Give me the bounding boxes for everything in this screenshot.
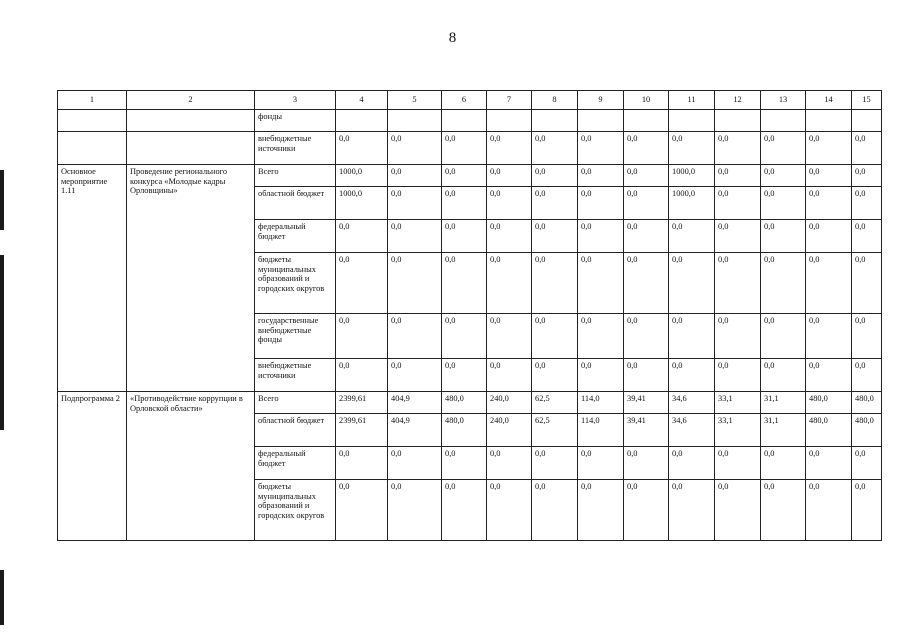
value-cell — [388, 110, 442, 132]
value-cell: 0,0 — [532, 480, 578, 541]
value-cell: 0,0 — [761, 480, 806, 541]
scan-margin-mark — [0, 255, 4, 430]
value-cell: 0,0 — [578, 253, 624, 314]
value-cell: 480,0 — [806, 414, 852, 447]
value-cell: 0,0 — [852, 314, 882, 359]
value-cell: 0,0 — [852, 480, 882, 541]
value-cell — [761, 110, 806, 132]
value-cell: 0,0 — [578, 447, 624, 480]
column-header: 1 — [58, 91, 127, 110]
value-cell: 0,0 — [487, 480, 532, 541]
value-cell: 0,0 — [715, 220, 761, 253]
value-cell: 0,0 — [578, 187, 624, 220]
value-cell: 0,0 — [442, 187, 487, 220]
value-cell: 0,0 — [487, 359, 532, 392]
value-cell: 0,0 — [388, 165, 442, 187]
value-cell: 0,0 — [578, 480, 624, 541]
value-cell: 0,0 — [806, 253, 852, 314]
value-cell: 0,0 — [532, 314, 578, 359]
value-cell: 0,0 — [388, 220, 442, 253]
value-cell — [715, 110, 761, 132]
table-row — [58, 165, 882, 187]
value-cell: 0,0 — [806, 187, 852, 220]
value-cell: 0,0 — [715, 165, 761, 187]
value-cell: 0,0 — [442, 359, 487, 392]
column-header: 14 — [806, 91, 852, 110]
value-cell: 0,0 — [487, 165, 532, 187]
value-cell: 0,0 — [761, 187, 806, 220]
value-cell — [532, 110, 578, 132]
value-cell: 0,0 — [442, 132, 487, 165]
value-cell: 0,0 — [487, 314, 532, 359]
value-cell: 0,0 — [715, 253, 761, 314]
scan-margin-mark — [0, 170, 4, 230]
value-cell: 0,0 — [487, 447, 532, 480]
value-cell — [624, 110, 669, 132]
program-description-cell — [127, 110, 255, 132]
value-cell: 0,0 — [624, 220, 669, 253]
value-cell: 0,0 — [388, 359, 442, 392]
table-row — [58, 110, 882, 132]
value-cell: 0,0 — [806, 132, 852, 165]
value-cell: 404,9 — [388, 414, 442, 447]
value-cell: 0,0 — [336, 220, 388, 253]
value-cell: 0,0 — [388, 447, 442, 480]
column-header: 12 — [715, 91, 761, 110]
funding-source-cell: областной бюджет — [255, 187, 336, 220]
value-cell: 240,0 — [487, 392, 532, 414]
value-cell: 0,0 — [578, 220, 624, 253]
value-cell — [669, 110, 715, 132]
value-cell: 114,0 — [578, 414, 624, 447]
funding-source-cell: государственные внебюджетные фонды — [255, 314, 336, 359]
value-cell: 0,0 — [852, 253, 882, 314]
funding-source-cell: бюджеты муниципальных образований и городских округов — [255, 480, 336, 541]
funding-source-cell: внебюджетные источники — [255, 132, 336, 165]
value-cell: 0,0 — [442, 314, 487, 359]
value-cell: 480,0 — [442, 392, 487, 414]
value-cell: 0,0 — [852, 187, 882, 220]
value-cell: 39,41 — [624, 392, 669, 414]
value-cell: 2399,61 — [336, 414, 388, 447]
value-cell: 0,0 — [532, 132, 578, 165]
value-cell: 0,0 — [852, 132, 882, 165]
value-cell: 0,0 — [806, 220, 852, 253]
value-cell: 1000,0 — [336, 165, 388, 187]
value-cell: 31,1 — [761, 392, 806, 414]
value-cell: 0,0 — [388, 132, 442, 165]
program-name-cell: Подпрограмма 2 — [58, 392, 127, 541]
value-cell: 0,0 — [578, 165, 624, 187]
value-cell: 0,0 — [806, 165, 852, 187]
column-header: 15 — [852, 91, 882, 110]
value-cell: 0,0 — [852, 220, 882, 253]
table-row — [58, 132, 882, 165]
value-cell: 0,0 — [442, 253, 487, 314]
value-cell — [852, 110, 882, 132]
value-cell: 0,0 — [852, 359, 882, 392]
value-cell: 0,0 — [532, 359, 578, 392]
value-cell: 62,5 — [532, 414, 578, 447]
value-cell: 480,0 — [852, 392, 882, 414]
column-header: 6 — [442, 91, 487, 110]
value-cell: 0,0 — [761, 132, 806, 165]
value-cell: 0,0 — [669, 220, 715, 253]
value-cell: 0,0 — [442, 447, 487, 480]
value-cell: 0,0 — [578, 132, 624, 165]
value-cell: 0,0 — [624, 132, 669, 165]
value-cell: 0,0 — [624, 447, 669, 480]
value-cell: 2399,61 — [336, 392, 388, 414]
value-cell: 0,0 — [487, 187, 532, 220]
funding-source-cell: областной бюджет — [255, 414, 336, 447]
value-cell: 480,0 — [806, 392, 852, 414]
value-cell: 0,0 — [669, 447, 715, 480]
value-cell: 114,0 — [578, 392, 624, 414]
value-cell: 0,0 — [715, 480, 761, 541]
value-cell: 480,0 — [442, 414, 487, 447]
value-cell: 0,0 — [336, 447, 388, 480]
value-cell: 0,0 — [532, 220, 578, 253]
value-cell: 0,0 — [624, 187, 669, 220]
program-description-cell: Проведение регионального конкурса «Молодые кадры Орловщины» — [127, 165, 255, 392]
value-cell — [578, 110, 624, 132]
value-cell: 1000,0 — [669, 165, 715, 187]
value-cell: 0,0 — [669, 359, 715, 392]
program-description-cell — [127, 132, 255, 165]
column-header: 4 — [336, 91, 388, 110]
funding-source-cell: Всего — [255, 165, 336, 187]
table-header — [58, 91, 882, 110]
value-cell: 0,0 — [669, 132, 715, 165]
value-cell: 0,0 — [388, 314, 442, 359]
value-cell: 0,0 — [624, 480, 669, 541]
value-cell: 0,0 — [336, 132, 388, 165]
value-cell: 0,0 — [624, 314, 669, 359]
column-header: 8 — [532, 91, 578, 110]
program-description-cell: «Противодействие коррупции в Орловской области» — [127, 392, 255, 541]
value-cell: 0,0 — [442, 165, 487, 187]
value-cell: 0,0 — [761, 165, 806, 187]
value-cell: 33,1 — [715, 414, 761, 447]
value-cell: 0,0 — [806, 359, 852, 392]
value-cell: 39,41 — [624, 414, 669, 447]
value-cell: 0,0 — [806, 314, 852, 359]
budget-table — [57, 90, 882, 541]
value-cell: 0,0 — [669, 253, 715, 314]
value-cell: 0,0 — [388, 253, 442, 314]
value-cell: 34,6 — [669, 414, 715, 447]
program-name-cell: Основное мероприятие 1.11 — [58, 165, 127, 392]
value-cell: 0,0 — [487, 220, 532, 253]
value-cell — [336, 110, 388, 132]
column-header: 5 — [388, 91, 442, 110]
table-body — [58, 110, 882, 541]
value-cell — [487, 110, 532, 132]
page-number: 8 — [448, 30, 457, 46]
funding-source-cell: фонды — [255, 110, 336, 132]
value-cell: 0,0 — [715, 132, 761, 165]
value-cell: 0,0 — [336, 253, 388, 314]
value-cell: 0,0 — [578, 359, 624, 392]
value-cell: 0,0 — [442, 220, 487, 253]
scan-margin-mark — [0, 570, 4, 625]
value-cell: 0,0 — [388, 187, 442, 220]
funding-source-cell: бюджеты муниципальных образований и городских округов — [255, 253, 336, 314]
value-cell: 0,0 — [715, 359, 761, 392]
value-cell: 1000,0 — [336, 187, 388, 220]
value-cell: 0,0 — [761, 253, 806, 314]
value-cell: 34,6 — [669, 392, 715, 414]
value-cell: 0,0 — [669, 480, 715, 541]
value-cell: 62,5 — [532, 392, 578, 414]
value-cell: 0,0 — [715, 447, 761, 480]
value-cell: 0,0 — [532, 165, 578, 187]
value-cell: 0,0 — [852, 447, 882, 480]
table-row — [58, 392, 882, 414]
value-cell: 0,0 — [532, 187, 578, 220]
value-cell: 33,1 — [715, 392, 761, 414]
value-cell: 0,0 — [336, 359, 388, 392]
column-header: 2 — [127, 91, 255, 110]
value-cell: 0,0 — [388, 480, 442, 541]
value-cell: 0,0 — [624, 359, 669, 392]
value-cell: 0,0 — [532, 253, 578, 314]
value-cell: 404,9 — [388, 392, 442, 414]
funding-source-cell: Всего — [255, 392, 336, 414]
value-cell: 0,0 — [761, 314, 806, 359]
column-header: 3 — [255, 91, 336, 110]
column-header: 7 — [487, 91, 532, 110]
value-cell: 0,0 — [669, 314, 715, 359]
value-cell: 0,0 — [487, 132, 532, 165]
value-cell: 0,0 — [761, 447, 806, 480]
value-cell: 0,0 — [715, 314, 761, 359]
value-cell: 0,0 — [852, 165, 882, 187]
value-cell: 0,0 — [761, 359, 806, 392]
value-cell: 0,0 — [442, 480, 487, 541]
funding-source-cell: внебюджетные источники — [255, 359, 336, 392]
value-cell: 1000,0 — [669, 187, 715, 220]
value-cell: 0,0 — [578, 314, 624, 359]
funding-source-cell: федеральный бюджет — [255, 220, 336, 253]
column-header: 13 — [761, 91, 806, 110]
value-cell — [806, 110, 852, 132]
program-name-cell — [58, 110, 127, 132]
value-cell: 0,0 — [761, 220, 806, 253]
column-header: 11 — [669, 91, 715, 110]
value-cell: 0,0 — [532, 447, 578, 480]
value-cell: 31,1 — [761, 414, 806, 447]
value-cell: 0,0 — [806, 480, 852, 541]
value-cell: 240,0 — [487, 414, 532, 447]
value-cell — [442, 110, 487, 132]
value-cell: 0,0 — [715, 187, 761, 220]
column-header: 9 — [578, 91, 624, 110]
value-cell: 0,0 — [336, 480, 388, 541]
value-cell: 0,0 — [624, 253, 669, 314]
value-cell: 0,0 — [806, 447, 852, 480]
value-cell: 0,0 — [336, 314, 388, 359]
value-cell: 0,0 — [624, 165, 669, 187]
value-cell: 0,0 — [487, 253, 532, 314]
column-header: 10 — [624, 91, 669, 110]
funding-source-cell: федеральный бюджет — [255, 447, 336, 480]
value-cell: 480,0 — [852, 414, 882, 447]
program-name-cell — [58, 132, 127, 165]
